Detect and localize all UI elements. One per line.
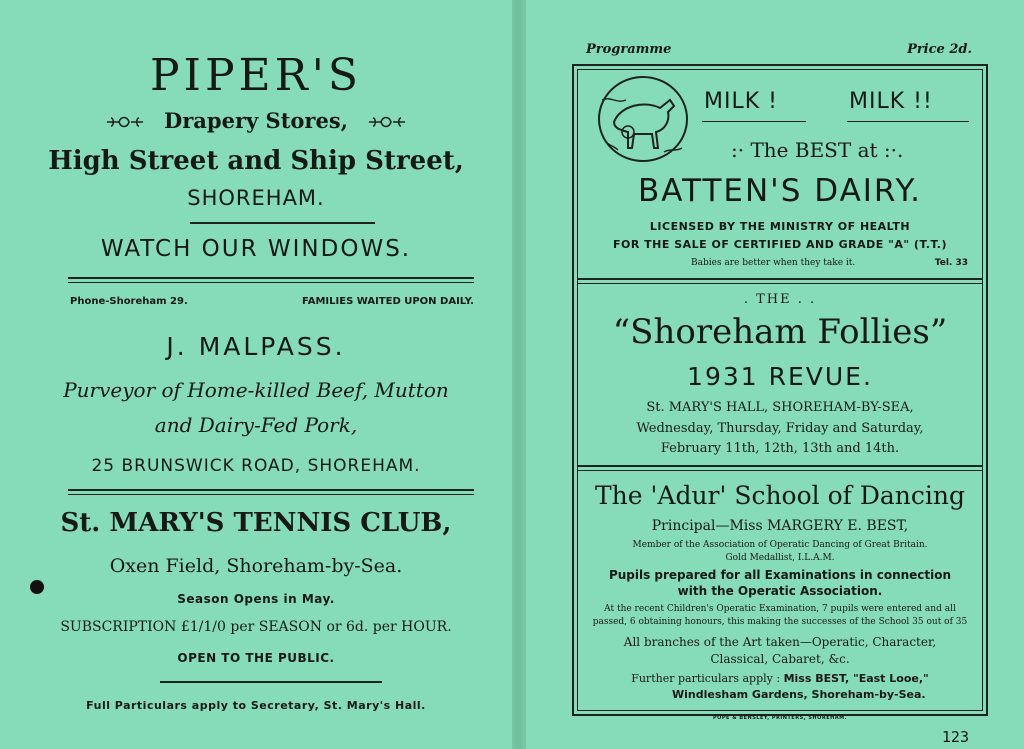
tennis-open: OPEN TO THE PUBLIC. — [177, 651, 335, 665]
milk-heading-2: MILK !! — [849, 89, 933, 114]
programme-label: Programme — [586, 42, 672, 57]
malpass-line1: Purveyor of Home-killed Beef, Mutton — [63, 378, 449, 402]
dancing-title: The 'Adur' School of Dancing — [595, 481, 965, 510]
follies-title: “Shoreham Follies” — [612, 312, 948, 352]
printer-credit: POPE & BENSLEY, PRINTERS, SHOREHAM. — [712, 715, 848, 721]
tennis-divider — [160, 681, 382, 683]
price-label: Price 2d. — [907, 42, 972, 57]
dancing-further-name: Miss BEST, "East Looe," — [783, 672, 929, 685]
dancing-gold: Gold Medallist, I.L.A.M. — [725, 553, 835, 563]
scroll-ornament-icon — [105, 110, 145, 135]
pipers-sub: Drapery Stores, — [164, 108, 348, 133]
dancing-branches-2: Classical, Cabaret, &c. — [710, 652, 850, 666]
dancing-pupils-1: Pupils prepared for all Examinations in connection — [608, 568, 952, 582]
tennis-particulars: Full Particulars apply to Secretary, St. Mary's Hall. — [86, 699, 426, 712]
malpass-line2: and Dairy-Fed Pork, — [154, 413, 358, 437]
page-number: 123 — [941, 728, 969, 746]
dancing-further-address: Windlesham Gardens, Shoreham-by-Sea. — [672, 688, 926, 701]
follies-the: . THE . . — [743, 292, 817, 307]
dairy-babies: Babies are better when they take it. — [691, 258, 856, 268]
tennis-title: St. MARY'S TENNIS CLUB, — [60, 508, 452, 538]
follies-days: Wednesday, Thursday, Friday and Saturday, — [636, 421, 924, 436]
pipers-divider — [190, 222, 375, 224]
cow-illustration-icon — [594, 72, 692, 170]
section-divider — [577, 465, 982, 471]
ink-spot — [30, 580, 44, 594]
dancing-further-label: Further particulars apply : — [631, 672, 781, 685]
section-divider — [68, 489, 474, 495]
pipers-name: PIPER'S — [149, 50, 363, 101]
dairy-name: BATTEN'S DAIRY. — [638, 173, 922, 209]
dancing-principal: Principal—Miss MARGERY E. BEST, — [651, 518, 909, 534]
pipers-sub-line — [0, 108, 512, 135]
milk-heading-1: MILK ! — [704, 89, 778, 114]
follies-dates: February 11th, 12th, 13th and 14th. — [660, 441, 900, 456]
tennis-subscription: SUBSCRIPTION £1/1/0 per SEASON or 6d. per HOUR. — [60, 619, 452, 635]
milk-underline — [847, 121, 969, 122]
dancing-further — [576, 672, 984, 685]
scroll-ornament-icon — [367, 110, 407, 135]
dancing-branches-1: All branches of the Art taken—Operatic, Character, — [623, 635, 937, 649]
malpass-address: 25 BRUNSWICK ROAD, SHOREHAM. — [91, 456, 421, 476]
malpass-families: FAMILIES WAITED UPON DAILY. — [302, 296, 474, 307]
dancing-exam-1: At the recent Children's Operatic Examination, 7 pupils were entered and all — [604, 604, 956, 614]
follies-revue: 1931 REVUE. — [687, 362, 873, 391]
dairy-sale: FOR THE SALE OF CERTIFIED AND GRADE "A" (T.T.) — [613, 238, 947, 251]
milk-best-at: :· The BEST at :·. — [731, 138, 904, 162]
dairy-licensed: LICENSED BY THE MINISTRY OF HEALTH — [649, 220, 911, 233]
pipers-slogan: WATCH OUR WINDOWS. — [100, 236, 412, 262]
malpass-phone: Phone-Shoreham 29. — [70, 296, 188, 307]
pipers-address: High Street and Ship Street, — [48, 146, 464, 176]
section-divider — [577, 278, 982, 284]
tennis-location: Oxen Field, Shoreham-by-Sea. — [109, 555, 403, 577]
dancing-pupils-2: with the Operatic Association. — [677, 584, 883, 598]
tennis-season: Season Opens in May. — [177, 592, 335, 606]
pipers-town: SHOREHAM. — [187, 186, 325, 210]
dairy-tel: Tel. 33 — [934, 258, 968, 268]
malpass-name: J. MALPASS. — [166, 332, 346, 361]
milk-underline — [702, 121, 806, 122]
dancing-member: Member of the Association of Operatic Dancing of Great Britain. — [632, 540, 928, 550]
section-divider — [68, 277, 474, 283]
follies-venue: St. MARY'S HALL, SHOREHAM-BY-SEA, — [646, 400, 914, 415]
dancing-exam-2: passed, 6 obtaining honours, this making the successes of the School 35 out of 35 — [592, 617, 968, 627]
right-page — [526, 0, 1024, 749]
